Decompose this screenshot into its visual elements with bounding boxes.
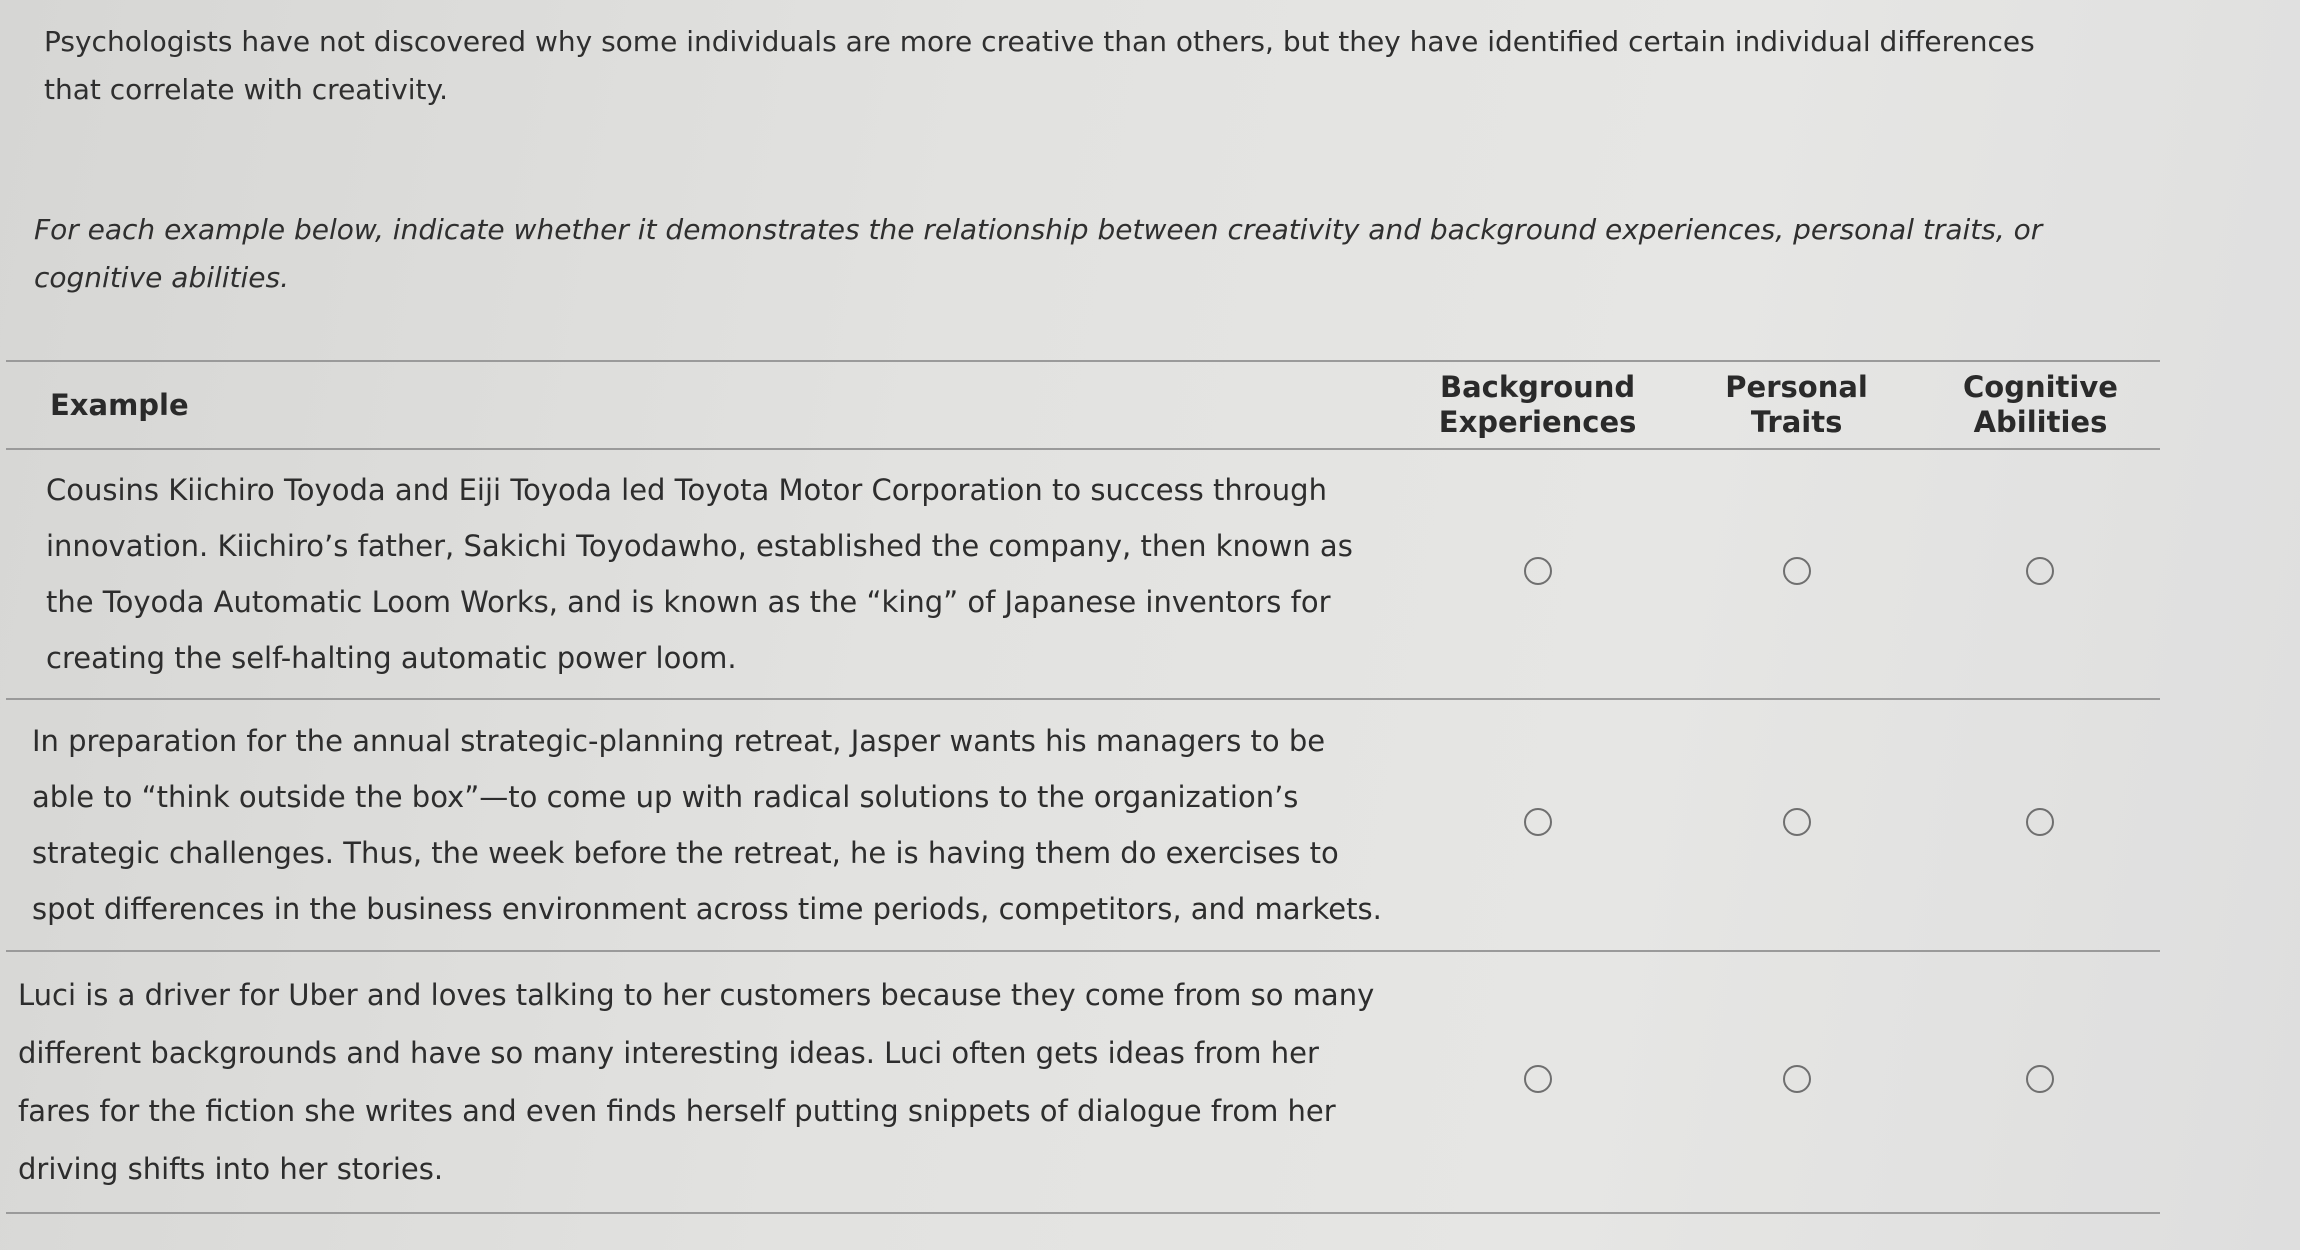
- option-cell: [1921, 951, 2160, 1213]
- header-cognitive-abilities: Cognitive Abilities: [1921, 361, 2160, 449]
- option-cell: [1921, 699, 2160, 951]
- header-personal-traits: Personal Traits: [1672, 361, 1921, 449]
- option-cell: [1403, 699, 1672, 951]
- example-text: Cousins Kiichiro Toyoda and Eiji Toyoda led Toyota Motor Corporation to success through innovation. Kiichiro’s father, Sakichi Toyodawho, established the company, then known as the Toyoda Automatic Loom Works, and is known as the “king” of Japanese inventors for creating the self-halting automatic power loom.: [6, 449, 1403, 699]
- table-row: [6, 699, 2160, 951]
- header-example: Example: [6, 361, 1403, 449]
- table-row: [6, 951, 2160, 1213]
- example-text: In preparation for the annual strategic-planning retreat, Jasper wants his managers to be able to “think outside the box”—to come up with radical solutions to the organization’s strategic challenges. Thus, the week before the retreat, he is having them do exercises to spot differences in the business environment across time periods, competitors, and markets.: [6, 699, 1403, 951]
- example-text: Luci is a driver for Uber and loves talking to her customers because they come from so many different backgrounds and have so many interesting ideas. Luci often gets ideas from her fares for the fiction she writes and even finds herself putting snippets of dialogue from her driving shifts into her stories.: [6, 951, 1403, 1213]
- radio-row1-background-experiences[interactable]: [1524, 557, 1552, 585]
- radio-row3-personal-traits[interactable]: [1783, 1065, 1811, 1093]
- option-cell: [1672, 449, 1921, 699]
- classification-table: [6, 360, 2160, 1214]
- intro-text: Psychologists have not discovered why some individuals are more creative than others, but they have identified certain individual differences that correlate with creativity.: [44, 25, 2035, 106]
- radio-row2-background-experiences[interactable]: [1524, 808, 1552, 836]
- option-cell: [1921, 449, 2160, 699]
- radio-row2-personal-traits[interactable]: [1783, 808, 1811, 836]
- radio-row3-background-experiences[interactable]: [1524, 1065, 1552, 1093]
- table-header-row: [6, 361, 2160, 449]
- radio-row3-cognitive-abilities[interactable]: [2026, 1065, 2054, 1093]
- header-background-experiences: Background Experiences: [1403, 361, 1672, 449]
- table-row: [6, 449, 2160, 699]
- instruction-text: For each example below, indicate whether it demonstrates the relationship between creativity and background experiences, personal traits, or cognitive abilities.: [34, 213, 2043, 294]
- option-cell: [1403, 449, 1672, 699]
- radio-row2-cognitive-abilities[interactable]: [2026, 808, 2054, 836]
- option-cell: [1672, 951, 1921, 1213]
- radio-row1-personal-traits[interactable]: [1783, 557, 1811, 585]
- radio-row1-cognitive-abilities[interactable]: [2026, 557, 2054, 585]
- option-cell: [1403, 951, 1672, 1213]
- option-cell: [1672, 699, 1921, 951]
